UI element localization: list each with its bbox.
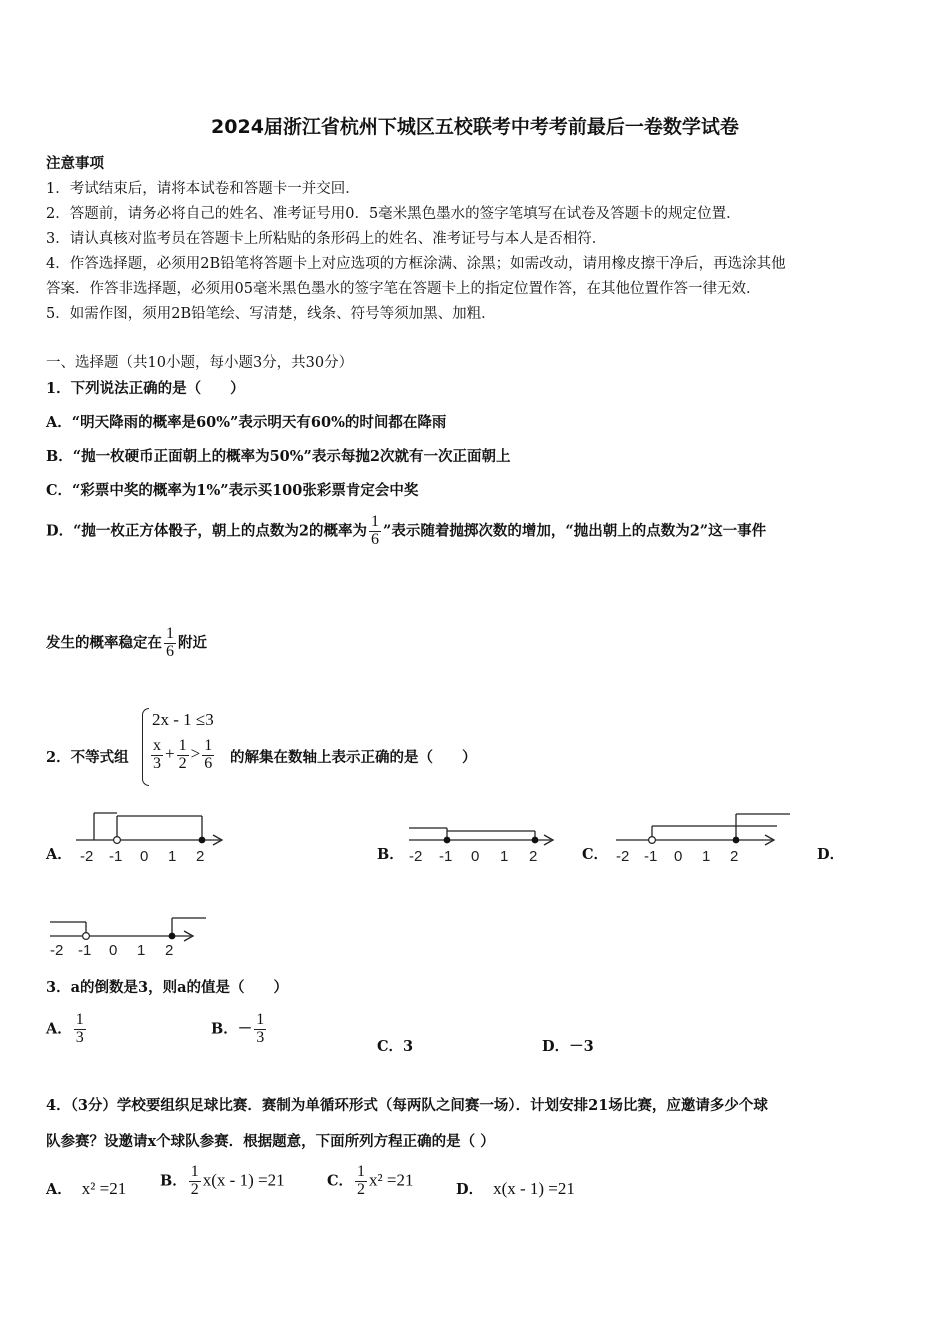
q4-option-b (160, 1164, 285, 1199)
q2-option-d-label: D． (817, 846, 845, 863)
tick-label: -2 (409, 848, 423, 865)
notice-heading: 注意事项 (46, 155, 104, 172)
q3-option-a (46, 1012, 88, 1047)
q1-option-d (46, 514, 766, 549)
option-label: C． (327, 1172, 354, 1190)
plus-sign: + (165, 744, 175, 764)
notice-item-4: 4．作答选择题，必须用2B铅笔将答题卡上对应选项的方框涂满、涂黑；如需改动，请用橡皮擦干净后，再选涂其他 (46, 256, 786, 272)
q1-stem: 1．下列说法正确的是（ ） (46, 380, 245, 397)
notice-item-4-cont: 答案．作答非选择题，必须用05毫米黑色墨水的签字笔在答题卡上的指定位置作答，在其他位置作答一律无效． (46, 281, 761, 297)
tick-label: -1 (78, 942, 92, 959)
q1-option-b: B．“抛一枚硬币正面朝上的概率为50%”表示每抛2次就有一次正面朝上 (46, 448, 511, 465)
option-label: B．－ (211, 1020, 253, 1038)
one-sixth-fraction (369, 514, 381, 549)
fraction-denominator: 6 (166, 642, 174, 660)
tick-label: -2 (616, 848, 630, 865)
equation: x(x - 1) =21 (202, 1170, 285, 1190)
fraction-numerator: 1 (190, 1163, 199, 1180)
closed-point (444, 837, 451, 844)
fraction-denominator: 3 (153, 754, 161, 772)
inequality-2 (149, 738, 216, 773)
page-title: 2024届浙江省杭州下城区五校联考中考考前最后一卷数学试卷 (211, 116, 739, 138)
q2-option-b-label: B． (377, 846, 404, 863)
q4-option-c (327, 1164, 413, 1199)
one-third-fraction (254, 1012, 266, 1047)
greater-than-sign: > (190, 744, 201, 764)
q2-option-a-label: A． (46, 846, 72, 863)
fraction-numerator: 1 (178, 737, 187, 754)
number-line-b (405, 822, 565, 866)
q4-option-a (46, 1178, 126, 1199)
option-label: A． (46, 1020, 72, 1038)
tick-label: 0 (674, 848, 683, 865)
tick-label: 2 (196, 848, 205, 865)
fraction-denominator: 2 (178, 754, 187, 772)
fraction-denominator: 3 (256, 1028, 265, 1046)
tick-label: 1 (500, 848, 509, 865)
closed-point (169, 933, 176, 940)
q1-option-a: A．“明天降雨的概率是60%”表示明天有60%的时间都在降雨 (46, 414, 447, 431)
tick-label: -1 (644, 848, 658, 865)
fraction-denominator: 3 (75, 1028, 84, 1046)
tick-label: 1 (702, 848, 711, 865)
q2-stem-pre: 2．不等式组 (46, 749, 129, 766)
q3-option-d: D．－3 (542, 1038, 594, 1055)
notice-item-5: 5．如需作图，须用2B铅笔绘、写清楚，线条、符号等须加黑、加粗． (46, 306, 496, 322)
open-point (83, 933, 90, 940)
q1-option-d-cont (46, 626, 207, 661)
q1-option-d-cont-post: 附近 (178, 634, 207, 652)
one-third-fraction (74, 1012, 86, 1047)
fraction-numerator: 1 (256, 1011, 265, 1028)
tick-label: 0 (471, 848, 480, 865)
open-point (114, 837, 121, 844)
number-line-a (72, 810, 232, 866)
q1-option-d-cont-pre: 发生的概率稳定在 (46, 634, 162, 652)
notice-item-3: 3．请认真核对监考员在答题卡上所粘贴的条形码上的姓名、准考证号与本人是否相符． (46, 231, 607, 247)
fraction-denominator: 6 (204, 754, 213, 772)
tick-label: -1 (109, 848, 123, 865)
option-label: B． (160, 1172, 187, 1190)
fraction-numerator: x (153, 737, 161, 754)
fraction-denominator: 6 (371, 530, 380, 548)
q3-stem: 3．a的倒数是3，则a的值是（ ） (46, 979, 288, 996)
closed-point (199, 837, 206, 844)
number-line-d (46, 912, 211, 958)
frac-1-6 (202, 738, 214, 773)
notice-item-2: 2．答题前，请务必将自己的姓名、准考证号用0．5毫米黑色墨水的签字笔填写在试卷及答题卡的规定位置． (46, 206, 741, 222)
tick-label: -2 (50, 942, 64, 959)
fraction-numerator: 1 (75, 1011, 84, 1028)
fraction-numerator: 1 (357, 1163, 366, 1180)
tick-label: 2 (529, 848, 538, 865)
notice-item-1: 1．考试结束后，请将本试卷和答题卡一并交回． (46, 181, 360, 197)
tick-label: 1 (137, 942, 146, 959)
tick-label: -1 (439, 848, 453, 865)
frac-x-3 (151, 738, 163, 773)
tick-label: 2 (730, 848, 739, 865)
open-point (649, 837, 656, 844)
q1-option-c: C．“彩票中奖的概率为1%”表示买100张彩票肯定会中奖 (46, 482, 419, 499)
fraction-denominator: 2 (357, 1180, 366, 1198)
q4-stem-line-1: 4．（3分）学校要组织足球比赛．赛制为单循环形式（每两队之间赛一场）．计划安排21场比赛，应邀请多少个球 (46, 1097, 768, 1114)
q3-option-b (211, 1012, 268, 1047)
one-half-fraction (189, 1164, 201, 1199)
fraction-numerator: 1 (204, 737, 213, 754)
tick-label: 0 (109, 942, 118, 959)
equation: x² =21 (81, 1179, 127, 1198)
tick-label: 0 (140, 848, 149, 865)
one-half-fraction (355, 1164, 367, 1199)
q2-stem-post: 的解集在数轴上表示正确的是（ ） (230, 749, 477, 766)
number-line-c (612, 808, 794, 866)
tick-label: -2 (80, 848, 94, 865)
closed-point (532, 837, 539, 844)
closed-point (733, 837, 740, 844)
section-heading: 一、选择题（共10小题，每小题3分，共30分） (46, 355, 354, 371)
q1-option-d-post: ”表示随着抛掷次数的增加，“抛出朝上的点数为2”这一事件 (383, 522, 767, 540)
equation: x² =21 (369, 1170, 414, 1190)
fraction-numerator: 1 (371, 513, 380, 530)
inequality-1: 2x - 1 ≤3 (152, 710, 214, 729)
fraction-numerator: 1 (166, 625, 174, 642)
equation: x(x - 1) =21 (493, 1179, 575, 1198)
system-brace (142, 708, 149, 786)
one-sixth-fraction-2 (164, 626, 176, 661)
tick-label: 1 (168, 848, 177, 865)
q1-option-d-pre: D．“抛一枚正方体骰子，朝上的点数为2的概率为 (46, 522, 368, 540)
option-label: A． (46, 1181, 72, 1198)
q2-option-c-label: C． (582, 846, 609, 863)
fraction-denominator: 2 (190, 1180, 199, 1198)
tick-label: 2 (165, 942, 174, 959)
option-label: D． (456, 1181, 484, 1198)
q3-option-c: C．3 (377, 1038, 414, 1055)
frac-1-2 (177, 738, 189, 773)
q4-stem-line-2: 队参赛？设邀请x个球队参赛．根据题意，下面所列方程正确的是（ ） (46, 1133, 495, 1150)
q4-option-d (456, 1178, 575, 1199)
